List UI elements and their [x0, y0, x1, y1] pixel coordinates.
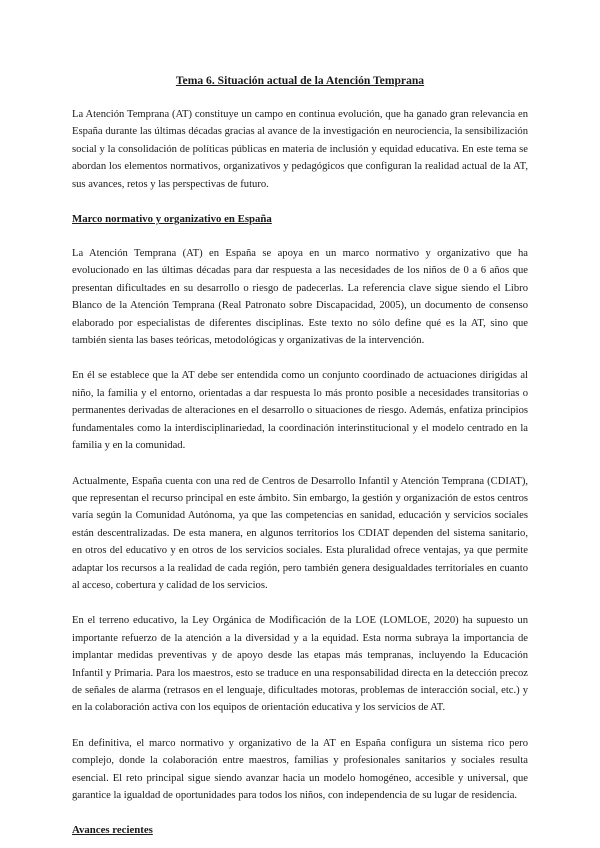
section-heading-marco-normativo: Marco normativo y organizativo en España: [72, 213, 272, 226]
section1-paragraph-2: En él se establece que la AT debe ser entendida como un conjunto coordinado de actuaciones dirigidas al niño, la familia y el entorno, orientadas a dar respuesta lo más pronto posible a necesidades transitorias o permanentes derivadas de alteraciones en el desarrollo o situaciones de riesgo. Además, enfatiza principios fundamentales como la interdisciplinariedad, la coordinación interinstitucional y el modelo centrado en la familia y en la comunidad.: [72, 370, 528, 452]
section1-paragraph-3: Actualmente, España cuenta con una red de Centros de Desarrollo Infantil y Atención Temprana (CDIAT), que representan el recurso principal en este ámbito. Sin embargo, la gestión y organización de estos centros varía según la Comunidad Autónoma, ya que las competencias en sanidad, educación y servicios sociales están descentralizadas. De esta manera, en algunos territorios los CDIAT dependen del sistema sanitario, en otros del educativo y en otros de los servicios sociales. Esta pluralidad ofrece ventajas, ya que permite adaptar los recursos a la realidad de cada región, pero también genera desigualdades territoriales en cuanto al acceso, cobertura y calidad de los servicios.: [72, 475, 528, 591]
intro-paragraph: La Atención Temprana (AT) constituye un campo en continua evolución, que ha ganado gran relevancia en España durante las últimas décadas gracias al avance de la investigación en neurociencia, la sensibilización social y la consolidación de políticas públicas en materia de inclusión y equidad educativa. En este tema se abordan los elementos normativos, organizativos y pedagógicos que configuran la realidad actual de la AT, sus avances, retos y las perspectivas de futuro.: [72, 109, 528, 190]
section1-paragraph-4: En el terreno educativo, la Ley Orgánica de Modificación de la LOE (LOMLOE, 2020) ha supuesto un importante refuerzo de la atención a la diversidad y a la equidad. Esta norma subraya la importancia de implantar medidas preventivas y de apoyo desde las etapas más tempranas, incluyendo la Educación Infantil y Primaria. Para los maestros, esto se traduce en una responsabilidad directa en la detección precoz de señales de alarma (retrasos en el lenguaje, dificultades motoras, problemas de interacción social, etc.) y en la colaboración activa con los equipos de orientación educativa y los servicios de AT.: [72, 615, 528, 714]
section1-paragraph-1: La Atención Temprana (AT) en España se apoya en un marco normativo y organizativo que ha evolucionado en las últimas décadas para dar respuesta a las necesidades de los niños de 0 a 6 años que presentan dificultades en su desarrollo o riesgo de padecerlas. La referencia clave sigue siendo el Libro Blanco de la Atención Temprana (Real Patronato sobre Discapacidad, 2005), un documento de consenso elaborado por especialistas de diferentes disciplinas. Este texto no sólo define qué es la AT, sino que también sienta las bases teóricas, metodológicas y organizativas de la intervención.: [72, 248, 528, 347]
document-title: Tema 6. Situación actual de la Atención Temprana: [175, 74, 425, 87]
section1-paragraph-5: En definitiva, el marco normativo y organizativo de la AT en España configura un sistema rico pero complejo, donde la colaboración entre maestros, familias y profesionales sanitarios y sociales resulta esencial. El reto principal sigue siendo avanzar hacia un modelo homogéneo, accesible y universal, que garantice la igualdad de oportunidades para todos los niños, con independencia de su lugar de residencia.: [72, 737, 528, 801]
section-heading-avances-recientes: Avances recientes: [72, 824, 153, 837]
